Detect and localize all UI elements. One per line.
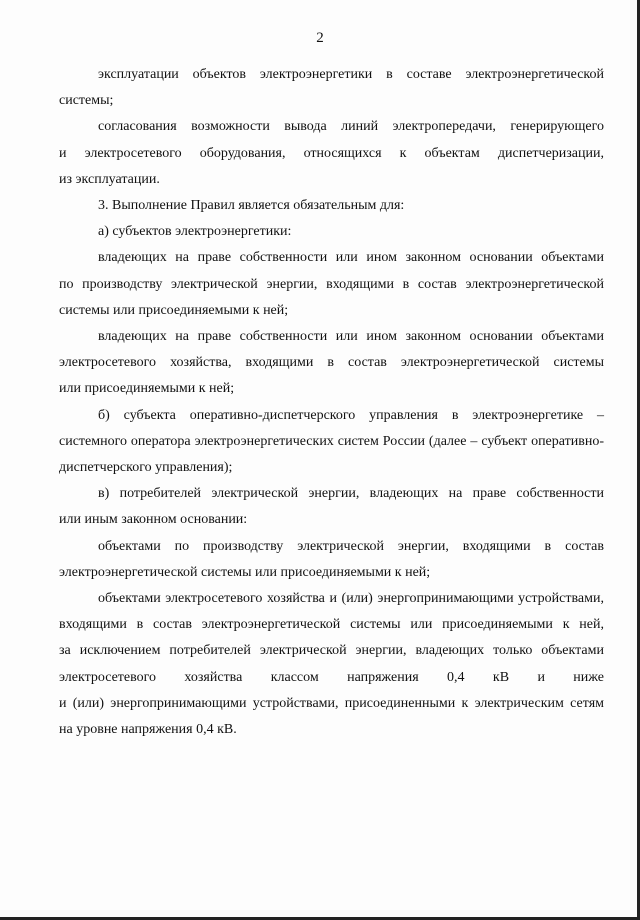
text-line: электросетевого хозяйства классом напряжения 0,4 кВ и ниже — [59, 669, 604, 685]
text-line: или иным законном основании: — [59, 512, 248, 528]
paragraph — [59, 534, 604, 586]
text-line: системного оператора электроэнергетических систем России (далее – субъект оперативно- — [59, 433, 604, 449]
text-line: а) субъектов электроэнергетики: — [98, 224, 292, 240]
text-line: эксплуатации объектов электроэнергетики в составе электроэнергетической — [98, 67, 604, 82]
text-line: электроэнергетической системы или присоединяемыми к ней; — [59, 564, 431, 580]
paragraph — [59, 245, 604, 324]
paragraph — [59, 114, 604, 193]
page-number: 2 — [316, 30, 324, 46]
paragraph — [59, 481, 604, 533]
text-line: 3. Выполнение Правил является обязательным для: — [98, 198, 405, 214]
text-line: владеющих на праве собственности или ином законном основании объектами — [98, 250, 604, 266]
text-line: или присоединяемыми к ней; — [59, 381, 235, 397]
text-line: объектами электросетевого хозяйства и (или) энергопринимающими устройствами, — [98, 591, 604, 607]
document-body — [59, 62, 604, 743]
text-line: в) потребителей электрической энергии, владеющих на праве собственности — [98, 486, 604, 502]
text-line: из эксплуатации. — [59, 171, 160, 187]
text-line: владеющих на праве собственности или ином законном основании объектами — [98, 329, 604, 345]
text-line: б) субъекта оперативно-диспетчерского управления в электроэнергетике – — [98, 407, 604, 423]
text-line: объектами по производству электрической энергии, входящими в состав — [98, 538, 604, 554]
paragraph — [59, 403, 604, 482]
paragraph — [59, 62, 604, 114]
text-line: по производству электрической энергии, входящими в состав электроэнергетической — [59, 276, 604, 292]
text-line: и электросетевого оборудования, относящихся к объектам диспетчеризации, — [59, 145, 604, 161]
text-line: системы или присоединяемыми к ней; — [59, 302, 289, 318]
paragraph — [59, 324, 604, 403]
text-line: на уровне напряжения 0,4 кВ. — [59, 722, 237, 738]
text-line: электросетевого хозяйства, входящими в состав электроэнергетической системы — [59, 355, 604, 371]
text-line: диспетчерского управления); — [59, 460, 233, 476]
text-line: за исключением потребителей электрической энергии, владеющих только объектами — [59, 643, 604, 659]
paragraph — [59, 586, 604, 743]
paragraph — [59, 193, 604, 219]
paragraph — [59, 219, 604, 245]
text-line: входящими в состав электроэнергетической системы или присоединяемыми к ней, — [59, 617, 604, 633]
text-line: согласования возможности вывода линий электропередачи, генерирующего — [98, 119, 604, 135]
text-line: системы; — [59, 93, 114, 109]
text-line: и (или) энергопринимающими устройствами, присоединенными к электрическим сетям — [59, 695, 604, 711]
